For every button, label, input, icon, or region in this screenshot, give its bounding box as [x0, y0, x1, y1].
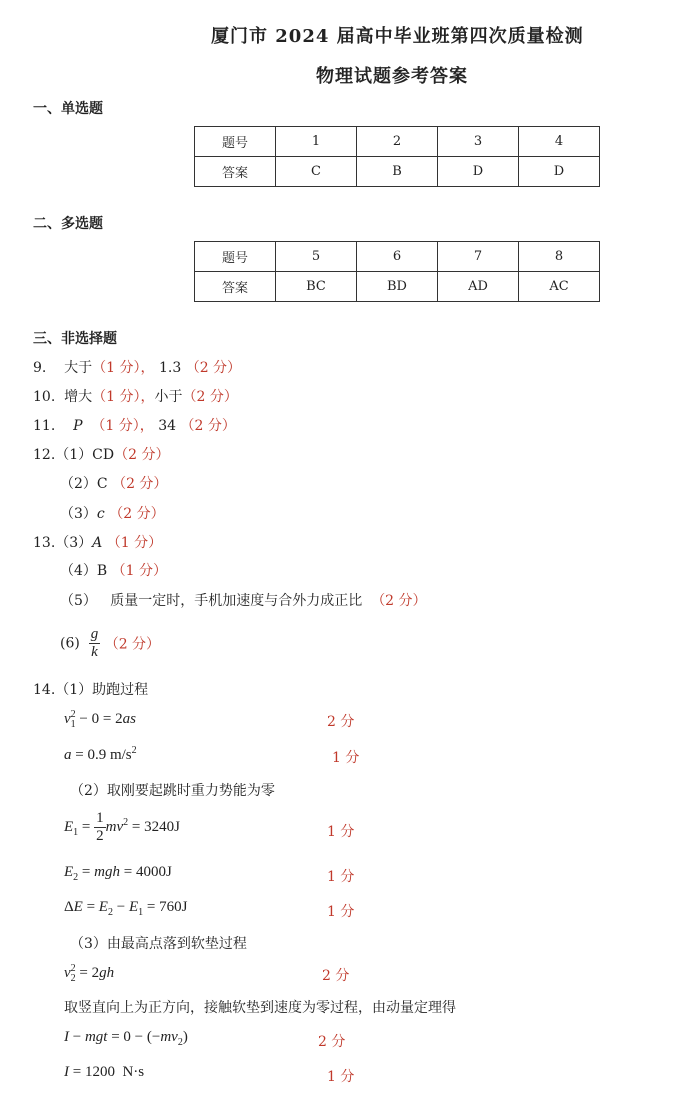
- table-cell: B: [357, 157, 438, 187]
- answer-q12-3: （3）c （2 分）: [60, 506, 165, 522]
- table-cell: 3: [438, 127, 519, 157]
- score-eq8: 1 分: [327, 1069, 355, 1085]
- table-row: [195, 272, 600, 302]
- page-title: 厦门市 2024 届高中毕业班第四次质量检测: [211, 26, 584, 47]
- answer-q10: 10. 增大（1 分），小于（2 分）: [33, 389, 238, 405]
- table-cell: 7: [438, 242, 519, 272]
- equation-4: $E_2$ = mgh = 4000J: [64, 864, 172, 883]
- answer-q14-3: （3）由最高点落到软垫过程: [70, 936, 247, 952]
- fraction: $\frac{g}{k}$: [90, 626, 99, 660]
- table-cell: 题号: [195, 242, 276, 272]
- table-cell: 4: [519, 127, 600, 157]
- table-cell: 5: [276, 242, 357, 272]
- answer-q14-text: 取竖直向上为正方向，接触软垫到速度为零过程，由动量定理得: [64, 1000, 456, 1016]
- answer-q12-2: （2）C （2 分）: [60, 476, 168, 492]
- answer-q13-3: 13.（3）A （1 分）: [33, 535, 163, 551]
- equation-5: $\Delta E = E_2 - E_1 = 760J$: [64, 899, 188, 918]
- answer-q11: 11. P （1 分）， 34 （2 分）: [33, 418, 236, 434]
- equation-1: $v_1^2 - 0 = 2as$: [64, 709, 136, 730]
- score-eq3: 1 分: [327, 824, 355, 840]
- table-row: [195, 157, 600, 187]
- answer-q13-4: （4）B （1 分）: [60, 563, 168, 579]
- equation-6: $v_2^2 = 2gh$: [64, 963, 115, 984]
- table-cell: BD: [357, 272, 438, 302]
- answer-q13-6: (6) $\frac{g}{k}$ （2 分）: [60, 626, 161, 660]
- section-heading-single-choice: 一、单选题: [33, 101, 103, 117]
- section-heading-free-response: 三、非选择题: [33, 331, 117, 347]
- equation-8: I = 1200 N·s: [64, 1064, 145, 1080]
- table-cell: 答案: [195, 157, 276, 187]
- equation-7: I − mgt = $0 - (-mv_2)$: [64, 1029, 188, 1048]
- table-cell: AD: [438, 272, 519, 302]
- score-eq1: 2 分: [327, 714, 355, 730]
- answer-q13-5: （5） 质量一定时，手机加速度与合外力成正比 （2 分）: [60, 593, 427, 609]
- table-cell: BC: [276, 272, 357, 302]
- equation-3: $E_1$ = $\frac{1}{2}$ $mv^2 = 3240J$: [64, 810, 180, 844]
- equation-2: a = 0.9 $m/s^2$: [64, 745, 137, 763]
- section-heading-multi-choice: 二、多选题: [33, 216, 103, 232]
- score-eq4: 1 分: [327, 869, 355, 885]
- table-cell: C: [276, 157, 357, 187]
- table-cell: 2: [357, 127, 438, 157]
- multi-choice-table: [194, 241, 600, 302]
- table-cell: D: [519, 157, 600, 187]
- table-cell: 1: [276, 127, 357, 157]
- table-cell: AC: [519, 272, 600, 302]
- score-eq2: 1 分: [332, 750, 360, 766]
- answer-q12-1: 12.（1）CD（2 分）: [33, 447, 170, 463]
- table-cell: 8: [519, 242, 600, 272]
- answer-q14-1: 14.（1）助跑过程: [33, 682, 149, 698]
- table-cell: 题号: [195, 127, 276, 157]
- page-subtitle: 物理试题参考答案: [316, 66, 468, 87]
- score-eq5: 1 分: [327, 904, 355, 920]
- table-cell: 答案: [195, 272, 276, 302]
- table-cell: 6: [357, 242, 438, 272]
- single-choice-table: [194, 126, 600, 187]
- score-eq6: 2 分: [322, 968, 350, 984]
- table-row: [195, 127, 600, 157]
- table-cell: D: [438, 157, 519, 187]
- answer-q14-2: （2）取刚要起跳时重力势能为零: [70, 783, 275, 799]
- answer-q9: 9. 大于（1 分）， 1.3 （2 分）: [33, 360, 242, 376]
- score-eq7: 2 分: [318, 1034, 346, 1050]
- table-row: [195, 242, 600, 272]
